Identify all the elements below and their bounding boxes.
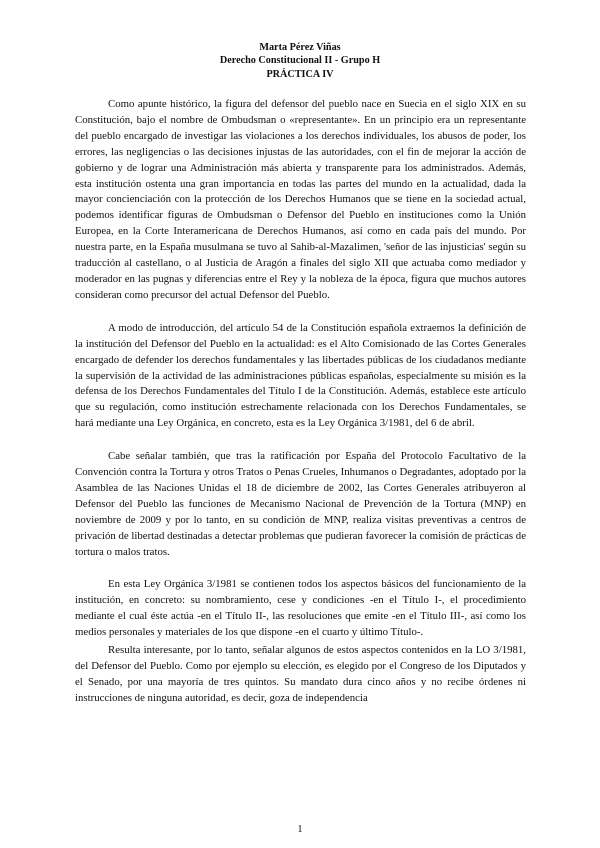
paragraph-election: Resulta interesante, por lo tanto, señalar algunos de estos aspectos contenidos en la LO 3/1981, del Defensor del Pueblo. Como por ejemplo su elección, es elegido por el Congreso de los Diputados y el Senado, por una mayoría de tres quintos. Su mandato dura cinco años y no recibe órdenes ni instrucciones de ninguna autoridad, es decir, goza de independencia xyxy=(75,644,526,704)
page-number: 1 xyxy=(297,823,303,835)
document-header xyxy=(0,41,600,81)
course-name: Derecho Constitucional II - Grupo H xyxy=(219,55,381,67)
paragraph-torture-prevention: Cabe señalar también, que tras la ratificación por España del Protocolo Facultativo de la Convención contra la Tortura y otros Tratos o Penas Crueles, Inhumanos o Degradantes, adoptado por la Asamblea de las Naciones Unidas el 18 de diciembre de 2002, las Cortes Generales atribuyeron al Defensor del Pueblo las funciones de Mecanismo Nacional de Prevención de la Tortura (MNP) en noviembre de 2009 y por lo tanto, en su condición de MNP, realiza visitas preventivas a centros de privación de libertad destinadas a detectar problemas que pudieran favorecer la comisión de prácticas de tortura o malos tratos. xyxy=(75,450,526,558)
paragraph-introduction: A modo de introducción, del artículo 54 de la Constitución española extraemos la definición de la institución del Defensor del Pueblo en la actualidad: es el Alto Comisionado de las Cortes Generales encargado de defender los derechos fundamentales y las libertades públicas de los ciudadanos mediante la supervisión de la actividad de las administraciones públicas españolas, especialmente su misión es la defensa de los Derechos Fundamentales del Título I de la Constitución. Además, establece este artículo que su regulación, como institución estrechamente relacionada con los Derechos Fundamentales, se hará mediante una Ley Orgánica, en concreto, esta es la Ley Orgánica 3/1981, del 6 de abril. xyxy=(75,321,526,430)
document-title: PRÁCTICA IV xyxy=(266,68,334,80)
paragraph-organic-law: En esta Ley Orgánica 3/1981 se contienen todos los aspectos básicos del funcionamiento de la institución, en concreto: su nombramiento, cese y condiciones -en el Título I-, el procedimiento mediante el cual éste actúa -en el Título II-, las resoluciones que emite -en el Título III-, así como los medios personales y materiales de los que dispone -en el cuarto y último Título-. xyxy=(75,578,526,639)
paragraph-history: Como apunte histórico, la figura del defensor del pueblo nace en Suecia en el siglo XIX en su Constitución, bajo el nombre de Ombudsman o «representante». En un principio era un representante del pueblo encargado de investigar las violaciones a los derechos individuales, los abusos de poder, los errores, las negligencias o las decisiones injustas de las autoridades, con el fin de mejorar la acción de gobierno y de lograr una Administración más abierta y transparente para los administrados. Además, esta institución ostenta una gran importancia en todas las partes del mundo en la actualidad, dada la mayor concienciación con la protección de los Derechos Humanos que se tiene en la sociedad actual, podemos identificar figuras de Ombudsman o Defensor del Pueblo en instituciones como la Unión Europea, en la Corte Interamericana de Derechos Humanos, así como en cada país del mundo. Por nuestra parte, en la España musulmana se tuvo al Sahib-al-Mazalimen, 'señor de las injusticias' según su traducción al castellano, o al Justicia de Aragón a finales del siglo XII que actuaba como mediador y moderador en las pugnas y diferencias entre el Rey y la nobleza de la época, figura que muchos autores consideran como precursor del actual Defensor del Pueblo. xyxy=(75,98,526,301)
document-body xyxy=(75,97,526,707)
author-name: Marta Pérez Viñas xyxy=(259,42,341,53)
